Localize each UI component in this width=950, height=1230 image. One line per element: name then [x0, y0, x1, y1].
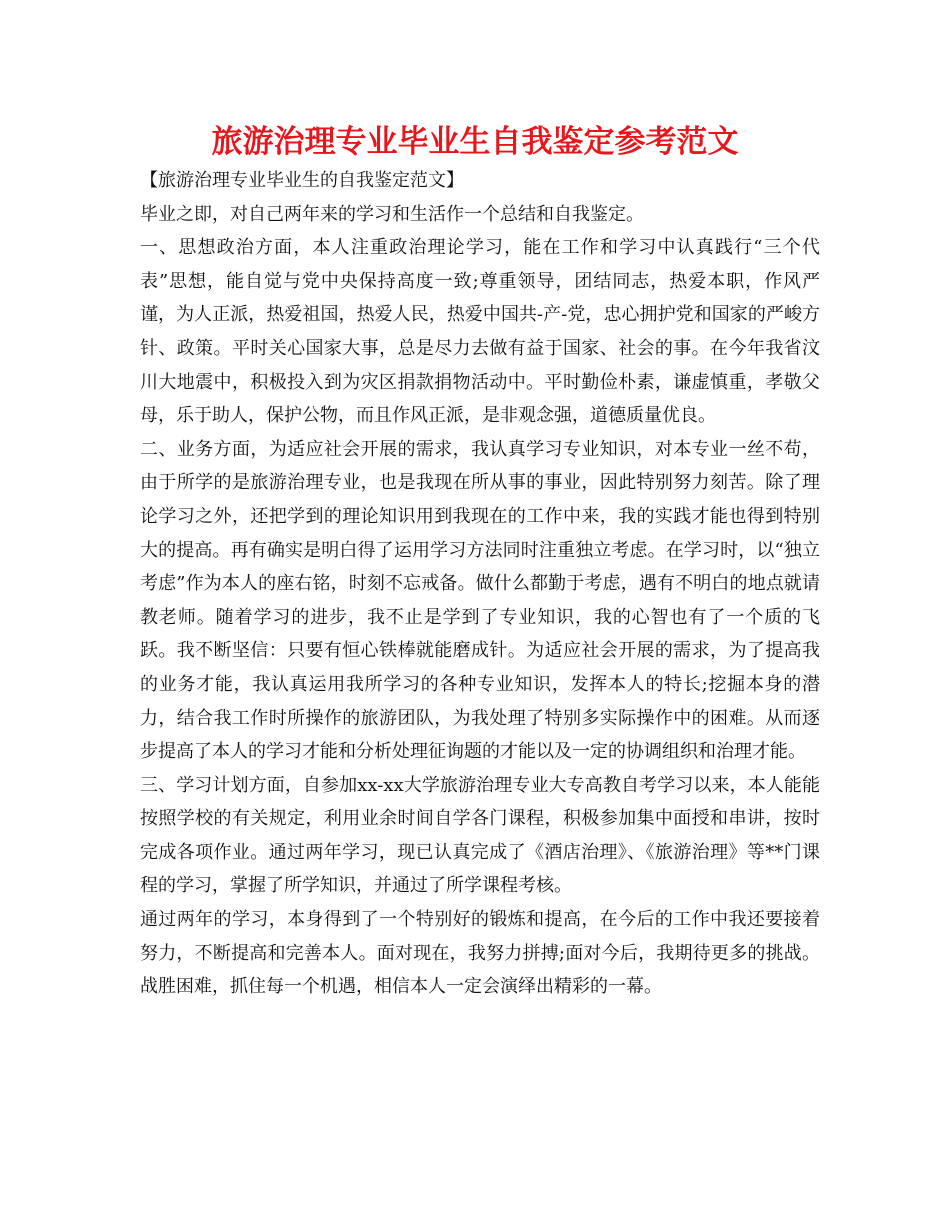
paragraph-study-plan: 三、学习计划方面，自参加xx-xx大学旅游治理专业大专高教自考学习以来，本人能能按照学校的有关规定，利用业余时间自学各门课程，积极参加集中面授和串讲，按时完成各项作业。通过两年学习，现已认真完成了《酒店治理》、《旅游治理》等**门课程的学习，掌握了所学知识，并通过了所学课程考核。	[140, 774, 820, 897]
paragraph-conclusion: 通过两年的学习，本身得到了一个特别好的锻炼和提高，在今后的工作中我还要接着努力，不断提高和完善本人。面对现在，我努力拼搏;面对今后，我期待更多的挑战。战胜困难，抓住每一个机遇，相信本人一定会演绎出精彩的一幕。	[140, 909, 820, 998]
paragraph-business: 二、业务方面，为适应社会开展的需求，我认真学习专业知识，对本专业一丝不苟，由于所学的是旅游治理专业，也是我现在所从事的事业，因此特别努力刻苦。除了理论学习之外，还把学到的理论知识用到我现在的工作中来，我的实践才能也得到特别大的提高。再有确实是明白得了运用学习方法同时注重独立考虑。在学习时，以“独立考虑”作为本人的座右铭，时刻不忘戒备。做什么都勤于考虑，遇有不明白的地点就请教老师。随着学习的进步，我不止是学到了专业知识，我的心智也有了一个质的飞跃。我不断坚信：只要有恒心铁棒就能磨成针。为适应社会开展的需求，为了提高我的业务才能，我认真运用我所学习的各种专业知识，发挥本人的特长;挖掘本身的潜力，结合我工作时所操作的旅游团队，为我处理了特别多实际操作中的困难。从而逐步提高了本人的学习才能和分析处理征询题的才能以及一定的协调组织和治理才能。	[140, 438, 820, 763]
paragraph-political: 一、思想政治方面，本人注重政治理论学习，能在工作和学习中认真践行“三个代表”思想，能自觉与党中央保持高度一致;尊重领导，团结同志，热爱本职，作风严谨，为人正派，热爱祖国，热爱人民，热爱中国共-产-党，忠心拥护党和国家的严峻方针、政策。平时关心国家大事，总是尽力去做有益于国家、社会的事。在今年我省汶川大地震中，积极投入到为灾区捐款捐物活动中。平时勤俭朴素，谦虚慎重，孝敬父母，乐于助人，保护公物，而且作风正派，是非观念强，道德质量优良。	[140, 237, 820, 427]
paragraph-intro: 毕业之即，对自己两年来的学习和生活作一个总结和自我鉴定。	[140, 203, 644, 225]
document-title: 旅游治理专业毕业生自我鉴定参考范文	[211, 124, 739, 160]
paragraph-subtitle: 【旅游治理专业毕业生的自我鉴定范文】	[140, 170, 464, 191]
document-body	[140, 164, 820, 1004]
